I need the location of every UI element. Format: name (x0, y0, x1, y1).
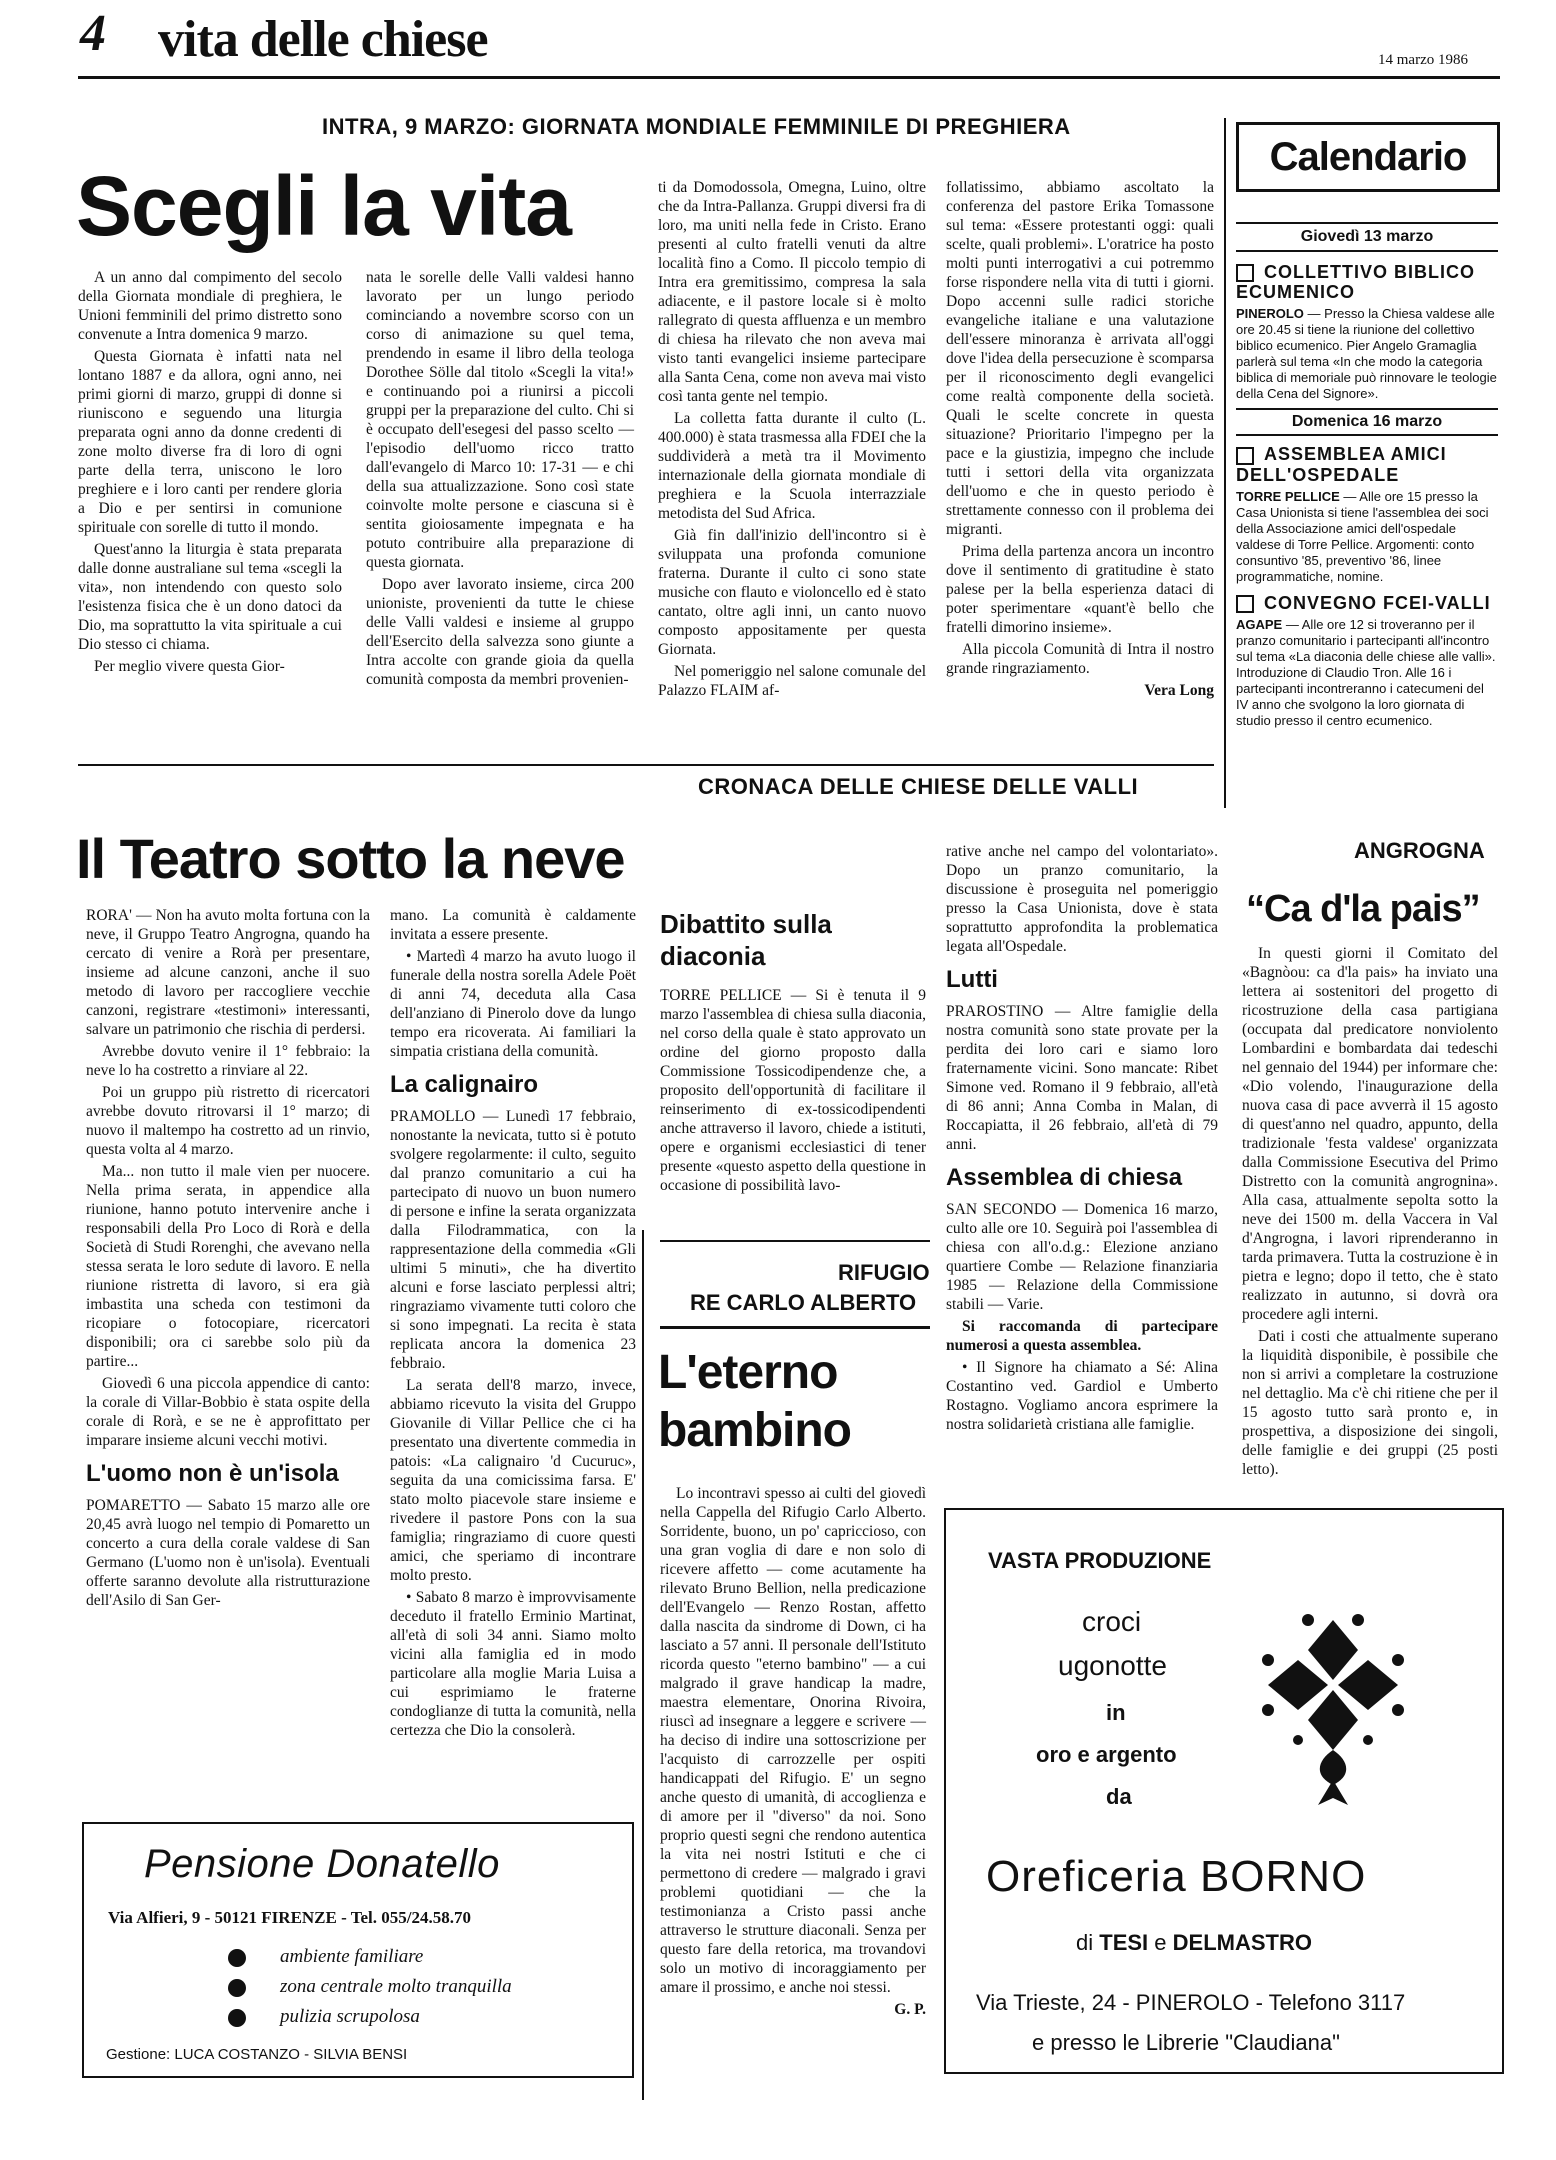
teatro-col2 (390, 906, 636, 1743)
section-title: vita delle chiese (158, 11, 488, 68)
pensione-name: Pensione Donatello (144, 1842, 500, 1886)
paragraph: Per meglio vivere questa Gior- (94, 658, 285, 675)
calendar-title: Calendario (1269, 135, 1467, 179)
owner-1: TESI (1099, 1930, 1149, 1955)
diaconia-title: Dibattito sulla diaconia (660, 909, 832, 971)
paragraph: POMARETTO — Sabato 15 marzo alle ore 20,45 avrà luogo nel tempio di Pomaretto un concerto a cura della corale valdese di San Germano (L'uomo non è un'isola). Eventuali offerte saranno devolute alla ristrutturazione dell'Asilo di San Ger- (86, 1497, 370, 1609)
calendar-item-text (1236, 489, 1498, 585)
calendar-item-heading (1236, 593, 1498, 613)
section2-kicker: CRONACA DELLE CHIESE DELLE VALLI (698, 774, 1139, 799)
diaconia-text-wrap (660, 986, 926, 1195)
paragraph: SAN SECONDO — Domenica 16 marzo, culto alle ore 10. Seguirà poi l'assemblea di chiesa con all'o.d.g.: Elezione anziano quartiere Combe — Relazione finanziaria 1985 — Relazione della Commissione stabili — Varie. (946, 1201, 1218, 1313)
oreficeria-ad (944, 1508, 1504, 2074)
divider (1236, 250, 1498, 252)
paragraph: Lo incontravi spesso ai culti del giovedì nella Cappella del Rifugio Carlo Alberto. Sorridente, buono, un po' capriccioso, con una gran voglia di dare e non solo di ricevere affetto — come acutamente ha rilevato Bruno Bellion, nella predicazione dell'Evangelo — Renzo Rostan, affetto dalla nascita da sindrome di Down, ci ha lasciato a 57 anni. Il personale dell'Istituto ricorda questo "eterno bambino" — a cui malgrado il grave handicap la madre, maestra elementare, Onorina Rivoira, riuscì ad insegnare a leggere e scrivere — ha deciso di indire una sottoscrizione per l'acquisto di carrozzelle per ospiti handicappati del Rifugio. E' un segno anche questo di umanità, di accoglienza e di amore per il "diverso" da noi. Sono proprio questi segni che rendono autentica la vita nei nostri Istituti e che ci permettono di credere — malgrado i gravi problemi quotidiani — che la testimonianza a Cristo passi anche attraverso le strutture diaconali. Senza per questo fare della retorica, ma trovandovi solo un motivo di incoraggiamento per amare il prossimo, e anche noi stessi. (660, 1485, 926, 1996)
paragraph: Prima della partenza ancora un incontro dove il sentimento di gratitudine è stato palese per la bella esperienza dataci di poter sperimentare «quant'è bello che fratelli dimorino insieme». (946, 543, 1214, 636)
calendar-item (1236, 444, 1498, 584)
calendar-item-heading (1236, 444, 1498, 484)
pensione-feature (228, 1972, 512, 2002)
pensione-address: Via Alfieri, 9 - 50121 FIRENZE - Tel. 055/24.58.70 (108, 1908, 471, 1927)
rifugio-title-1: L'eterno (658, 1346, 838, 1399)
calendar-item-place: TORRE PELLICE (1236, 488, 1340, 504)
calendar-item-body: — Alle ore 12 si troveranno per il pranzo comunitario i partecipanti all'incontro sul tema «La diaconia delle chiese alle valli». Introduzione di Claudio Tron. Alle 16 i partecipanti incontreranno i catecumeni del IV anno che svolgono la loro giornata di studio presso il centro ecumenico. (1236, 616, 1496, 728)
paragraph: TORRE PELLICE — Si è tenuta il 9 marzo l'assemblea di chiesa sulla diaconia, nel corso della quale è stato approvato un ordine del giorno proposto dalla Commissione Tossicodipendenze che, a proposito dell'opportunità di facilitare il reinserimento di ex-tossicodipendenti anche attraverso il lavoro, chiede a istituti, opere e organismi ecclesiastici di tener presente «questo aspetto della questione in occasione di possibilità lavo- (660, 987, 926, 1194)
paragraph: follatissimo, abbiamo ascoltato la conferenza del pastore Erika Tomassone sul tema: «Essere protestanti oggi: quali scelte, quali problemi». L'oratrice ha posto molti punti interrogativi a cui potremmo forse rispondere nella vita di tutti i giorni. Dopo accenni sulle radici storiche evangeliche italiane e una valutazione dell'essere minoranza è arrivata all'oggi dove l'idea della persecuzione è scomparsa per il riconoscimento degli evangelici come realtà componente della società. Quali le scelte concrete in questa situazione? Prioritario l'impegno per la pace e la giustizia, impegno che include tutti i settori della vita organizzata dell'uomo e che in questo periodo è strettamente connesso con il problema dei migranti. (946, 179, 1214, 538)
feature-label: zona centrale molto tranquilla (280, 1976, 512, 1997)
issue-date: 14 marzo 1986 (1378, 52, 1468, 68)
owner-2: DELMASTRO (1172, 1930, 1312, 1955)
divider (1236, 222, 1498, 224)
article1-kicker: INTRA, 9 MARZO: GIORNATA MONDIALE FEMMINILE DI PREGHIERA (322, 114, 1071, 139)
angrogna-text (1242, 944, 1498, 1482)
calendar-box (1236, 122, 1500, 192)
paragraph: nata le sorelle delle Valli valdesi hanno lavorato per un lungo periodo cominciando a novembre scorso con un corso di animazione su quel tema, prendendo in esame il libro della teologa Dorothee Sölle dal titolo «Scegli la vita!» e continuando poi a riunirsi a piccoli gruppi per la preparazione del culto. Chi si è occupato dell'esegesi del passo scelto — l'episodio dell'uomo ricco tratto dall'evangelo di Marco 10: 17-31 — e chi della sua attualizzazione. Sono così state coinvolte molte persone e ciascuna si è sentita gioiosamente impegnata e ha potuto contribuire alla preparazione di questa giornata. (366, 269, 634, 571)
feature-label: ambiente familiare (280, 1946, 424, 1967)
rifugio-kicker-2: RE CARLO ALBERTO (690, 1290, 917, 1315)
uomo-title: L'uomo non è un'isola (86, 1460, 339, 1487)
owners-e: e (1154, 1930, 1167, 1955)
paragraph: • Il Signore ha chiamato a Sé: Alina Costantino ved. Gardiol e Umberto Rostagno. Vogliamo ancora esprimere la nostra solidarietà cristiana alle famiglie. (946, 1359, 1218, 1433)
paragraph: • Martedì 4 marzo ha avuto luogo il funerale della nostra sorella Adele Poët di anni 74, deceduta alla Casa dell'anziano di Pinerolo dove da lungo tempo era ricoverata. Ai familiari la simpatia cristiana della comunità. (390, 948, 636, 1060)
rifugio-kicker-1: RIFUGIO (838, 1260, 930, 1285)
paragraph: Dati i costi che attualmente superano la liquidità disponibile, è possibile che non si arrivi a completare la costruzione nel dettaglio. Ma c'è chi ritiene che per il 15 agosto tutto sarà pronto e, in prospettiva, a disposizione dei singoli, delle famiglie e dei gruppi (25 posti letto). (1242, 1328, 1498, 1478)
oreficeria-owners (1076, 1930, 1312, 1956)
calendar-item-title: ASSEMBLEA AMICI DELL'OSPEDALE (1236, 444, 1447, 485)
divider (1236, 408, 1498, 410)
masthead-rule (78, 76, 1500, 79)
ad-line-4: in (1106, 1700, 1126, 1725)
teatro-col1 (86, 906, 370, 1613)
paragraph: RORA' — Non ha avuto molta fortuna con la neve, il Gruppo Teatro Angrogna, quando ha cercato di venire a Rorà per presentare, insieme ad alcune canzoni, anche il suo metodo di lavoro per raccogliere vecchie canzoni, registrare «testimoni» interessanti, salvare un patrimonio che rischia di perdersi. (86, 907, 370, 1038)
column-divider (642, 1230, 644, 2100)
paragraph: Nel pomeriggio nel salone comunale del Palazzo FLAIM af- (658, 663, 926, 699)
assemblea-title: Assemblea di chiesa (946, 1164, 1183, 1191)
huguenot-cross-icon (1258, 1610, 1408, 1820)
ad-line-1: VASTA PRODUZIONE (988, 1548, 1212, 1573)
page-number: 4 (80, 5, 106, 62)
article1-col4 (946, 178, 1214, 700)
paragraph: PRAROSTINO — Altre famiglie della nostra comunità sono state provate per la perdita dei loro cari e siamo loro fraternamente vicini. Sono mancate: Ribet Simone ved. Romano il 9 febbraio, all'età di 86 anni; Anna Comba in Malan, di Roccapiatta, il 26 febbraio, all'età di 79 anni. (946, 1003, 1218, 1153)
checkbox-icon (1236, 447, 1254, 465)
paragraph: • Sabato 8 marzo è improvvisamente deceduto il fratello Erminio Martinat, all'età di soli 34 anni. Siamo molto vicini alla famiglia ed in modo particolare alla moglie Maria Luisa a cui esprimiamo le fraterne condoglianze di tutta la comunità, nella certezza che Dio la consolerà. (390, 1589, 636, 1739)
paragraph: A un anno dal compimento del secolo della Giornata mondiale di preghiera, le Unioni femminili del primo distretto sono convenute a Intra domenica 9 marzo. (78, 269, 342, 343)
brand-word-1: Oreficeria (986, 1852, 1187, 1901)
article1-col2 (366, 268, 634, 692)
paragraph: Avrebbe dovuto venire il 1° febbraio: la neve lo ha costretto a rinviare al 22. (86, 1043, 370, 1079)
calendar-item-body: — Presso la Chiesa valdese alle ore 20.45 si tiene la riunione del collettivo biblico ecumenico. Pier Angelo Gramaglia parlerà sul tema «In che modo la categoria biblica di memoriale può rinnovare le teologie della Cena del Signore». (1236, 306, 1497, 402)
bullet-icon (228, 1949, 246, 1967)
calendar-item-title: COLLETTIVO BIBLICO ECUMENICO (1236, 262, 1475, 303)
angrogna-kicker: ANGROGNA (1354, 838, 1485, 863)
calendar-item (1236, 593, 1498, 729)
pensione-management: Gestione: LUCA COSTANZO - SILVIA BENSI (106, 2046, 408, 2063)
rifugio-rule-2 (660, 1326, 930, 1329)
checkbox-icon (1236, 595, 1254, 613)
signature: G. P. (894, 2001, 926, 2018)
signature: Vera Long (1144, 682, 1214, 699)
article1-col3 (658, 178, 926, 703)
owners-di: di (1076, 1930, 1094, 1955)
ad-line-2: croci (1082, 1606, 1142, 1637)
brand-word-2: BORNO (1199, 1852, 1367, 1901)
paragraph: PRAMOLLO — Lunedì 17 febbraio, nonostante la nevicata, tutto si è potuto svolgere regolarmente: il culto, seguito dal pranzo comunitario a cui ha partecipato di nuovo un buon numero di persone e infine la serata organizzata dalla Filodrammatica, con la rappresentazione della commedia «Gli ultimi 5 minuti», che ha divertito alcuni e forse lasciato perplessi altri; ringraziamo vivamente tutti coloro che si sono impegnati. La recita è stata replicata ancora la domenica 23 febbraio. (390, 1108, 636, 1372)
rifugio-rule (660, 1240, 930, 1242)
calendar-day: Giovedì 13 marzo (1300, 228, 1434, 245)
column-divider (1224, 118, 1226, 808)
calendar-item-place: PINEROLO (1236, 306, 1304, 322)
bullet-icon (228, 2009, 246, 2027)
calendar-list (1236, 222, 1498, 729)
paragraph: Poi un gruppo più ristretto di ricercatori avrebbe dovuto ritrovarsi il 1° marzo; di nuovo il maltempo ha costretto ad un rinvio, questa volta al 4 marzo. (86, 1084, 370, 1158)
calendar-item-place: AGAPE (1236, 616, 1283, 632)
section-rule (78, 764, 1214, 766)
diaconia-block (660, 908, 926, 1198)
oreficeria-address: Via Trieste, 24 - PINEROLO - Telefono 3117 (976, 1990, 1406, 2015)
calendar-item-text (1236, 617, 1498, 729)
paragraph: La colletta fatta durante il culto (L. 400.000) è stata trasmessa alla FDEI che la suddividerà a metà tra il Movimento internazionale della giornata mondiale di preghiera e la Scuola interrazziale metodista del Sud Africa. (658, 410, 926, 522)
article1-col1 (78, 268, 342, 679)
ad-line-5: oro e argento (1036, 1742, 1177, 1767)
paragraph: Si raccomanda di partecipare numerosi a questa assemblea. (946, 1318, 1218, 1354)
rifugio-text (660, 1484, 926, 2019)
calendar-item-heading (1236, 262, 1498, 302)
ad-line-6: da (1106, 1784, 1132, 1809)
rifugio-title-2: bambino (658, 1404, 851, 1457)
feature-label: pulizia scrupolosa (280, 2006, 420, 2027)
paragraph: Alla piccola Comunità di Intra il nostro grande ringraziamento. (946, 641, 1214, 677)
calendar-day: Domenica 16 marzo (1291, 413, 1443, 431)
calignairo-title: La calignairo (390, 1071, 539, 1098)
teatro-col4 (946, 842, 1218, 1437)
ad-line-3: ugonotte (1058, 1650, 1167, 1681)
calendar-item-body: — Alle ore 15 presso la Casa Unionista si tiene l'assemblea dei soci della Associazione amici dell'ospedale valdese di Torre Pellice. Argomenti: conto consuntivo '85, preventivo '86, linee programmatiche, nomine. (1236, 488, 1489, 584)
oreficeria-address-extra: e presso le Librerie "Claudiana" (1032, 2030, 1340, 2055)
checkbox-icon (1236, 264, 1254, 282)
calendar-item-text (1236, 306, 1498, 402)
angrogna-title: “Ca d'la pais” (1246, 888, 1480, 930)
calendar-item (1236, 262, 1498, 402)
pensione-feature (228, 2002, 512, 2032)
section2-title: Il Teatro sotto la neve (76, 827, 625, 890)
paragraph: Questa Giornata è infatti nata nel lontano 1887 e da allora, ogni anno, nei primi giorni di marzo, gruppi di donne si riuniscono e seguendo una liturgia preparata ogni anno da donne credenti di zone molto diverse fra di loro di ogni parte della terra, uniscono le loro preghiere e i loro canti per rendere gloria a Dio e per sentirsi in comunione spirituale con sorelle di tutto il mondo. (78, 348, 342, 536)
paragraph: ti da Domodossola, Omegna, Luino, oltre che da Intra-Pallanza. Gruppi diversi fra di loro, ma uniti nella fede in Cristo. Erano presenti al culto fratelli venuti da altre località fino a Como. Il piccolo tempio di Intra era gremitissimo, compresa la sala adiacente, e il pastore locale si è molto rallegrato di questa affluenza e un membro di chiesa ha rilevato che non aveva mai visto tanti evangelici insieme partecipare alla Santa Cena, come non aveva mai visto così tanta gente nel tempio. (658, 179, 926, 405)
paragraph: Giovedì 6 una piccola appendice di canto: la corale di Villar-Bobbio è stata ospite della corale di Rorà, e se ne è approfittato per imparare insieme alcuni vecchi motivi. (86, 1375, 370, 1449)
pensione-feature (228, 1942, 512, 1972)
paragraph: Quest'anno la liturgia è stata preparata dalle donne australiane sul tema «scegli la vita», non intendendo con questo solo l'esistenza fisica che è un dono datoci da Dio, ma soprattutto la vita spirituale a cui Dio stesso ci chiama. (78, 541, 342, 653)
paragraph: mano. La comunità è caldamente invitata a essere presente. (390, 907, 636, 943)
paragraph: Ma... non tutto il male vien per nuocere. Nella prima serata, in appendice alla riunione, hanno potuto intervenire anche i responsabili della Pro Loco di Rorà e della Società di Studi Rorenghi, che avevano nella stessa serata le loro sedute di lavoro. E nella riunione ristretta di lavoro, si era già imbastita una scheda con testimoni da ricopiare o fotocopiare, ricercatori disponibili; ora ci sarebbe solo più da partire... (86, 1163, 370, 1370)
paragraph: Già fin dall'inizio dell'incontro si è sviluppata una profonda comunione fraterna. Durante il culto ci sono state musiche con flauto e violoncello ed è stato cantato, oltre agli inni, un canto nuovo composto appositamente per questa Giornata. (658, 527, 926, 658)
paragraph: rative anche nel campo del volontariato». Dopo un pranzo comunitario, la discussione è proseguita nel pomeriggio presso la Casa Unionista, dove è stata soprattutto approfondita la problematica legata all'Ospedale. (946, 843, 1218, 955)
article1-title: Scegli la vita (76, 159, 571, 253)
pensione-ad (82, 1822, 634, 2078)
pensione-feature-list (228, 1942, 512, 2032)
lutti-title: Lutti (946, 966, 998, 993)
oreficeria-brand (986, 1852, 1366, 1902)
calendar-item-title: CONVEGNO FCEI-VALLI (1264, 592, 1491, 613)
paragraph: Dopo aver lavorato insieme, circa 200 unioniste, provenienti da tutte le chiese delle Valli valdesi e insieme al gruppo dell'Esercito della salvezza sono giunte a Intra accolte con grande gioia da quella comunità composta da membri provenien- (366, 576, 634, 688)
divider (1236, 434, 1498, 436)
bullet-icon (228, 1979, 246, 1997)
paragraph: In questi giorni il Comitato del «Bagnòou: ca d'la pais» ha inviato una lettera ai sostenitori del progetto di ricostruzione della casa partigiana (occupata dal predicatore nonviolento Lombardini e bombardata dai tedeschi nel gennaio del 1944) per informare che: «Dio volendo, l'inaugurazione della nuova casa di pace avverrà il 15 agosto di quest'anno nel quadro, appunto, della tradizionale 'festa valdese' organizzata dalla Commissione Esecutiva del Primo Distretto con la comunità angrognina». Alla casa, attualmente sepolta sotto la neve dei 1500 m. della Vaccera in Val d'Angrogna, i lavori riprenderanno in tarda primavera. Tutta la costruzione è in pietra e legno; dopo il tetto, che è stato realizzato in autunno, si dovrà ora procedere agli interni. (1242, 945, 1498, 1323)
paragraph: La serata dell'8 marzo, invece, abbiamo ricevuto la visita del Gruppo Giovanile di Villar Pellice che ci ha presentato una divertente commedia in patois: «La calignairo 'd Cucuruc», seguita da una comicissima farsa. E' stato molto piacevole stare insieme e rivedere il pastore Pons con la sua famiglia; ringraziamo di cuore questi amici, che speriamo di incontrare molto presto. (390, 1377, 636, 1584)
